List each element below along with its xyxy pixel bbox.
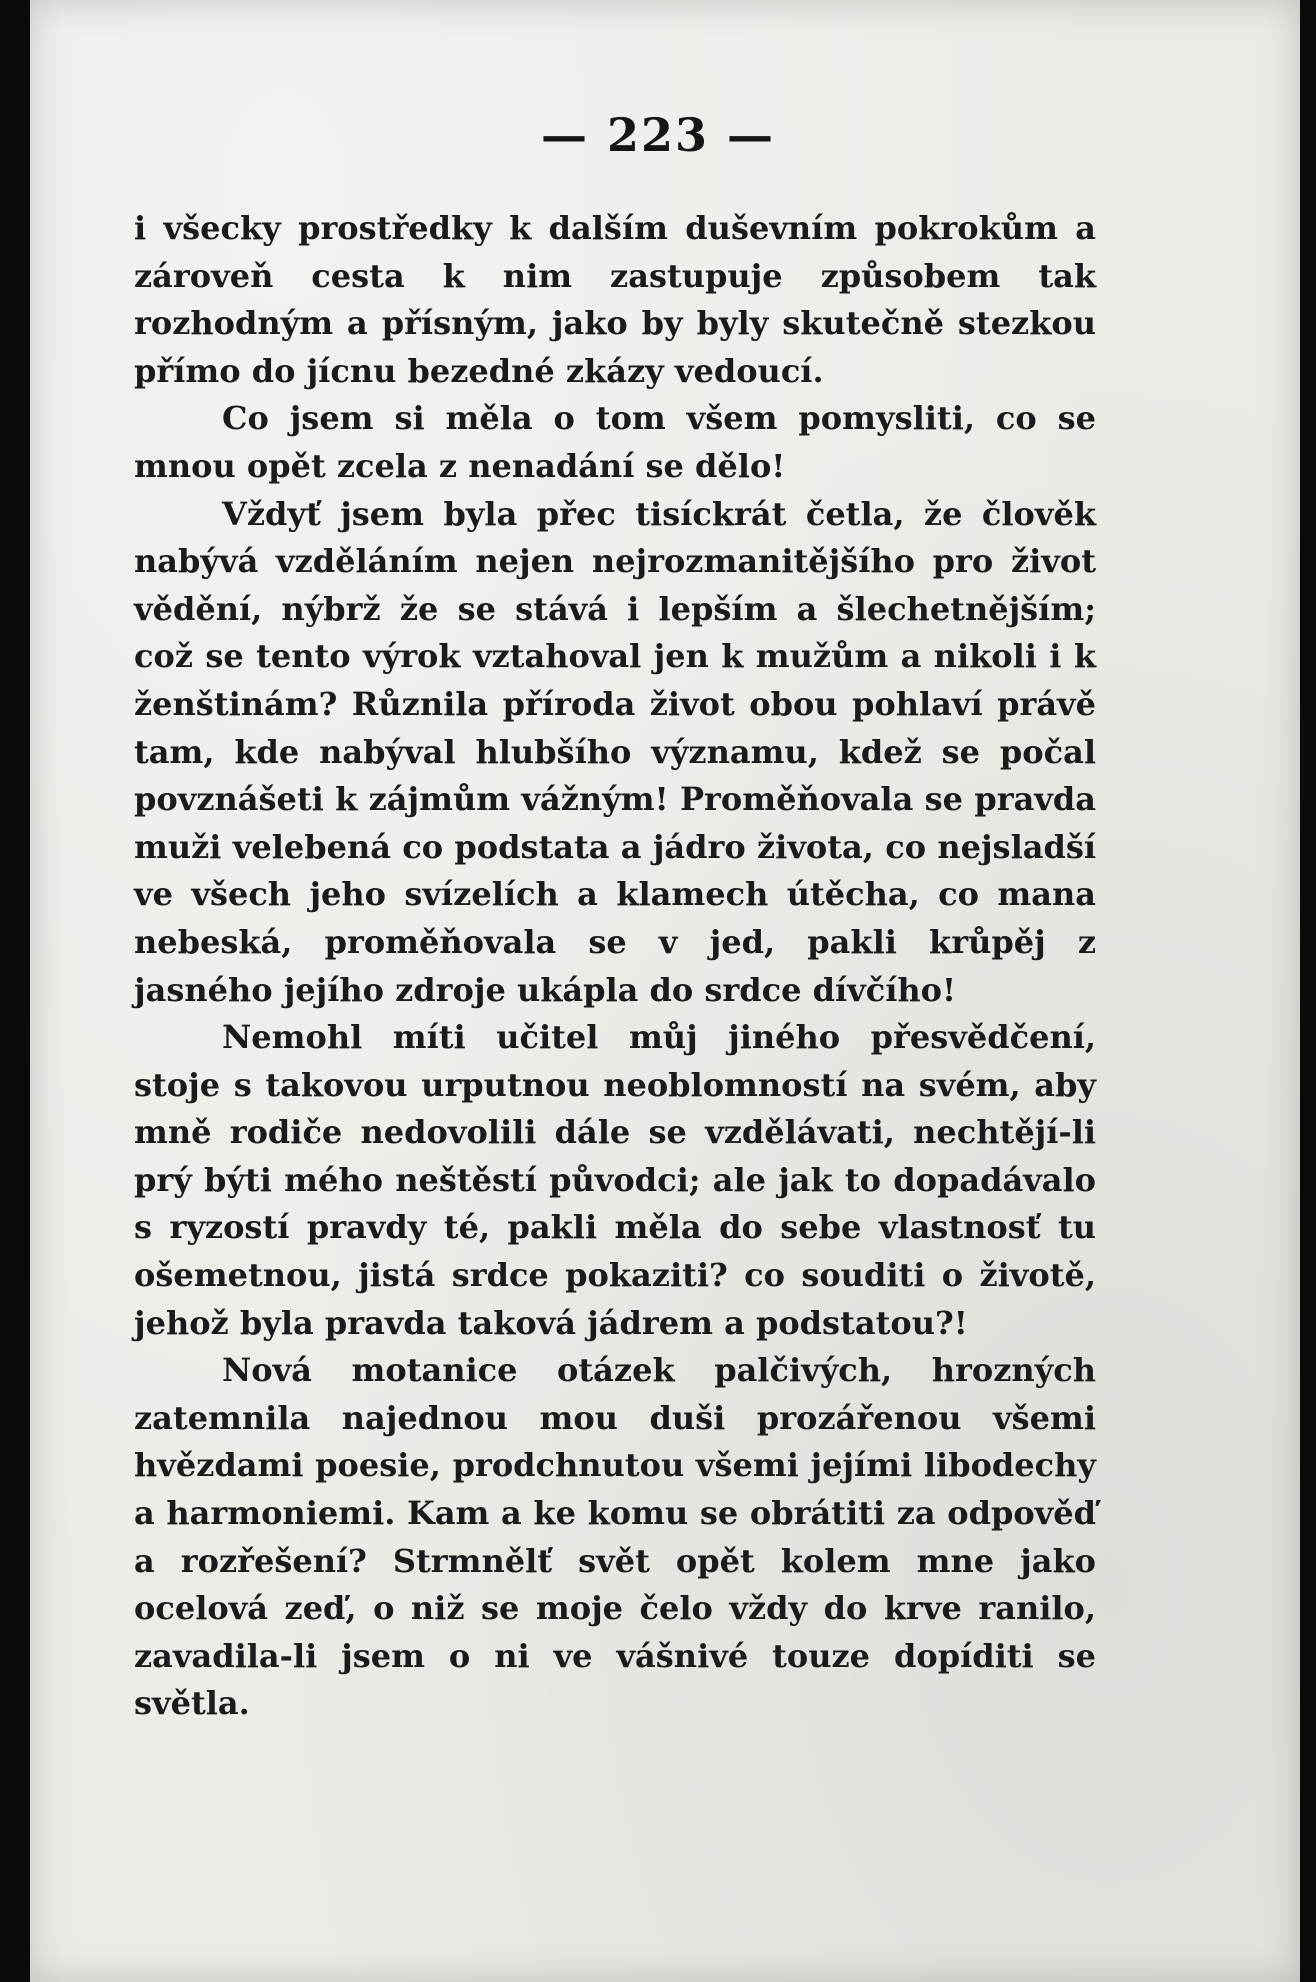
binding-edge (0, 0, 30, 1982)
page-number: — 223 — (540, 108, 776, 162)
right-edge (1300, 0, 1316, 1982)
paragraph: i všecky prostředky k dalším duševním pokrokům a zároveň cesta k nim zastupuje způsobem tak rozhodným a přísným, jako by byly skutečně stezkou přímo do jícnu bezedné zkázy vedoucí. (134, 209, 1096, 390)
paragraph: Vždyť jsem byla přec tisíckrát četla, že člověk nabývá vzděláním nejen nejrozmanitějšího pro život vědění, nýbrž že se stává i lepším a šlechetnějším; což se tento výrok vztahoval jen k mužům a nikoli i k ženštinám? Různila příroda život obou pohlaví právě tam, kde nabýval hlubšího významu, kdež se počal povznášeti k zájmům vážným! Proměňovala se pravda muži velebená co podstata a jádro života, co nejsladší ve všech jeho svízelích a klamech útěcha, co mana nebeská, proměňovala se v jed, pakli krůpěj z jasného jejího zdroje ukápla do srdce dívčího! (134, 494, 1096, 1009)
paragraph: Co jsem si měla o tom všem pomysliti, co se mnou opět zcela z nenadání se dělo! (134, 399, 1096, 485)
paragraph: Nová motanice otázek palčivých, hrozných zatemnila najednou mou duši prozářenou všemi hvězdami poesie, prodchnutou všemi jejími libodechy a harmoniemi. Kam a ke komu se obrátiti za odpověď a rozřešení? Strmnělť svět opět kolem mne jako ocelová zeď, o niž se moje čelo vždy do krve ranilo, zavadila-li jsem o ni ve vášnivé touze dopíditi se světla. (134, 1351, 1096, 1723)
body-text (134, 205, 1096, 1728)
paragraph: Nemohl míti učitel můj jiného přesvědčení, stoje s takovou urputnou neoblomností na svém, aby mně rodiče nedovolili dále se vzdělávati, nechtějí-li prý býti mého neštěstí původci; ale jak to dopadávalo s ryzostí pravdy té, pakli měla do sebe vlastnosť tu ošemetnou, jistá srdce pokaziti? co souditi o životě, jehož byla pravda taková jádrem a podstatou?! (134, 1018, 1096, 1342)
